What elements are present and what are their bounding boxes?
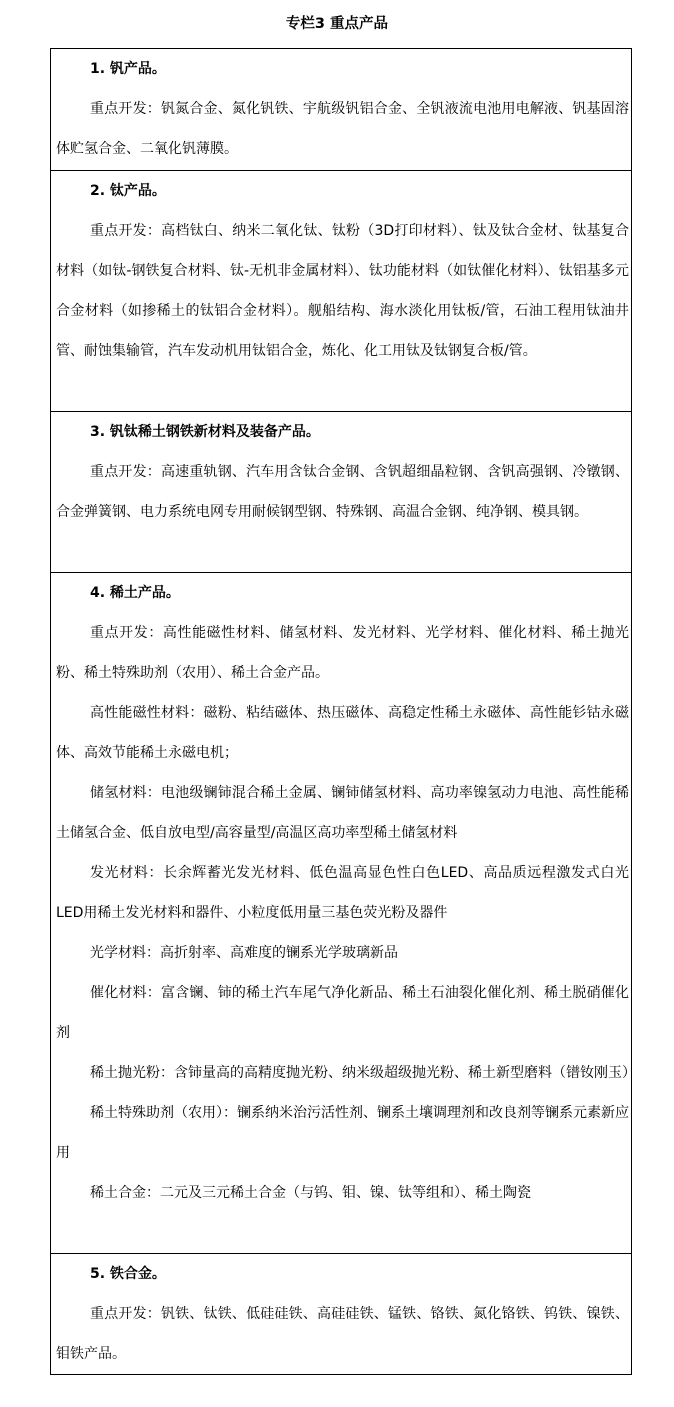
section-title: 4. 稀土产品。 — [90, 585, 180, 601]
section-paragraph: 储氢材料：电池级镧铈混合稀土金属、镧铈储氢材料、高功率镍氢动力电池、高性能稀土储氢合金、低自放电型/高容量型/高温区高功率型稀土储氢材料 — [56, 785, 629, 841]
column-caption: 专栏3 重点产品 — [285, 16, 389, 32]
section-title: 5. 铁合金。 — [90, 1266, 166, 1282]
section-paragraph: 重点开发：高性能磁性材料、储氢材料、发光材料、光学材料、催化材料、稀土抛光粉、稀土特殊助剂（农用）、稀土合金产品。 — [56, 625, 629, 681]
section-vanadium — [51, 49, 631, 171]
section-paragraph: 稀土特殊助剂（农用）：镧系纳米治污活性剂、镧系土壤调理剂和改良剂等镧系元素新应用 — [56, 1105, 629, 1161]
section-ferroalloy — [51, 1254, 631, 1374]
section-paragraph: 催化材料：富含镧、铈的稀土汽车尾气净化新品、稀土石油裂化催化剂、稀土脱硝催化剂 — [56, 985, 629, 1041]
section-paragraph: 重点开发：钒铁、钛铁、低硅硅铁、高硅硅铁、锰铁、铬铁、氮化铬铁、钨铁、镍铁、钼铁产品。 — [56, 1306, 629, 1362]
section-paragraph: 稀土抛光粉：含铈量高的高精度抛光粉、纳米级超级抛光粉、稀土新型磨料（镨钕刚玉） — [90, 1065, 636, 1081]
section-steel-materials — [51, 412, 631, 573]
section-title: 3. 钒钛稀土钢铁新材料及装备产品。 — [90, 424, 320, 440]
section-paragraph: 重点开发：高档钛白、纳米二氧化钛、钛粉（3D打印材料）、钛及钛合金材、钛基复合材料（如钛-钢铁复合材料、钛-无机非金属材料）、钛功能材料（如钛催化材料）、钛铝基多元合金材料（如掺稀土的钛铝合金材料）。舰船结构、海水淡化用钛板/管，石油工程用钛油井管、耐蚀集输管，汽车发动机用钛铝合金，炼化、化工用钛及钛钢复合板/管。 — [56, 223, 629, 359]
section-rare-earth — [51, 573, 636, 1254]
section-title: 1. 钒产品。 — [90, 61, 166, 77]
section-paragraph: 高性能磁性材料：磁粉、粘结磁体、热压磁体、高稳定性稀土永磁体、高性能钐钴永磁体、高效节能稀土永磁电机； — [56, 705, 629, 761]
section-paragraph: 发光材料：长余辉蓄光发光材料、低色温高显色性白色LED、高品质远程激发式白光LED用稀土发光材料和器件、小粒度低用量三基色荧光粉及器件 — [56, 865, 629, 921]
product-table — [50, 48, 636, 1375]
section-paragraph: 重点开发：高速重轨钢、汽车用含钛合金钢、含钒超细晶粒钢、含钒高强钢、冷镦钢、合金弹簧钢、电力系统电网专用耐候钢型钢、特殊钢、高温合金钢、纯净钢、模具钢。 — [56, 464, 629, 520]
section-paragraph: 重点开发：钒氮合金、氮化钒铁、宇航级钒铝合金、全钒液流电池用电解液、钒基固溶体贮氢合金、二氧化钒薄膜。 — [56, 101, 629, 157]
section-title: 2. 钛产品。 — [90, 183, 166, 199]
section-paragraph: 稀土合金：二元及三元稀土合金（与钨、钼、镍、钛等组和）、稀土陶瓷 — [90, 1185, 531, 1201]
section-titanium — [51, 171, 631, 412]
section-paragraph: 光学材料：高折射率、高难度的镧系光学玻璃新品 — [90, 945, 398, 961]
